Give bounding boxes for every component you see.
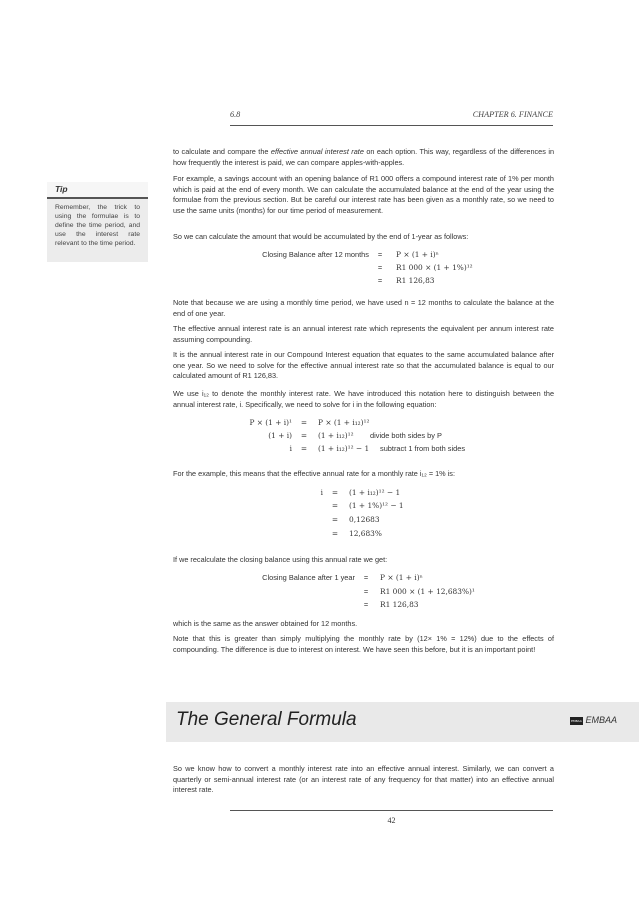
p7-text: We use i₁₂ to denote the monthly interest rate. We have introduced this notation here to distinguish between the annual interest rate, i. Specifically, we need to solve for i in the following equation: bbox=[173, 389, 554, 409]
eq2-rhs-3: (1 + i₁₂)¹² − 1 bbox=[318, 444, 370, 453]
p8-text: For the example, this means that the effective annual rate for a monthly rate i₁₂ = 1% is: bbox=[173, 469, 455, 478]
eq3-equals-3: = bbox=[331, 515, 339, 524]
eq1-rhs-1: P × (1 + i)ⁿ bbox=[396, 250, 439, 259]
p4-text: Note that because we are using a monthly time period, we have used n = 12 months to calculate the balance at the end of one year. bbox=[173, 298, 554, 318]
section-heading-band bbox=[166, 702, 639, 742]
tip-body: Remember, the trick to using the formulae is to define the time period, and use the interest rate relevant to the time period. bbox=[55, 204, 140, 248]
p1-text-a: to calculate and compare the bbox=[173, 147, 271, 156]
header-rule bbox=[230, 125, 553, 126]
running-header bbox=[230, 110, 553, 124]
section-title: The General Formula bbox=[176, 709, 357, 730]
paragraph-notation bbox=[173, 389, 554, 410]
paragraph-same-answer bbox=[173, 619, 554, 630]
paragraph-intro bbox=[173, 147, 554, 168]
p9-text: If we recalculate the closing balance using this annual rate we get: bbox=[173, 555, 388, 564]
equation-closing-balance-12-months bbox=[173, 250, 554, 290]
paragraph-calc-intro bbox=[173, 232, 554, 243]
paragraph-compound-equation bbox=[173, 350, 554, 382]
eq2-note-3: subtract 1 from both sides bbox=[380, 444, 466, 453]
paragraph-effective-rate-example bbox=[173, 469, 554, 480]
section-code-icon: EMBAA bbox=[571, 719, 582, 723]
p12-text: So we know how to convert a monthly interest rate into an effective annual interest. Similarly, we can convert a quarterly or semi-annual interest rate (or an interest rate of any frequency for that matter) into an effective annual interest rate. bbox=[173, 764, 554, 794]
footer-rule bbox=[230, 810, 553, 811]
eq2-lhs-1: P × (1 + i)¹ bbox=[249, 418, 292, 427]
eq2-rhs-2: (1 + i₁₂)¹² bbox=[318, 431, 354, 440]
eq3-rhs-2: (1 + 1%)¹² − 1 bbox=[349, 501, 404, 510]
eq3-rhs-1: (1 + i₁₂)¹² − 1 bbox=[349, 488, 401, 497]
eq3-equals-4: = bbox=[331, 529, 339, 538]
eq3-rhs-3: 0,12683 bbox=[349, 515, 380, 524]
header-chapter-title: CHAPTER 6. FINANCE bbox=[472, 110, 553, 119]
p5-text: The effective annual interest rate is an annual interest rate which represents the equivalent per annum interest rate assuming compounding. bbox=[173, 324, 554, 344]
eq2-note-2: divide both sides by P bbox=[370, 431, 442, 440]
eq2-equals-3: = bbox=[300, 444, 308, 453]
eq4-equals-3: = bbox=[363, 600, 369, 609]
eq4-rhs-3: R1 126,83 bbox=[380, 600, 419, 609]
paragraph-definition bbox=[173, 324, 554, 345]
paragraph-note-monthly bbox=[173, 298, 554, 319]
equation-effective-rate bbox=[173, 488, 554, 540]
page-number: 42 bbox=[387, 816, 396, 825]
equation-solve-for-i bbox=[173, 418, 554, 458]
p11-text: Note that this is greater than simply multiplying the monthly rate by (12× 1% = 12%) due to the effects of compounding. The difference is due to interest on interest. We have seen this before, but it is an important point! bbox=[173, 634, 554, 654]
eq2-rhs-1: P × (1 + i₁₂)¹² bbox=[318, 418, 370, 427]
p1-emphasis: effective annual interest rate bbox=[270, 147, 364, 156]
eq1-rhs-3: R1 126,83 bbox=[396, 276, 435, 285]
equation-closing-balance-1-year bbox=[173, 573, 554, 613]
p6-text: It is the annual interest rate in our Compound Interest equation that equates to the same accumulated balance after one year. So we need to solve for the effective annual interest rate so that the accumulated balance is equal to our calculated amount of R1 126,83. bbox=[173, 350, 554, 380]
eq2-equals-1: = bbox=[300, 418, 308, 427]
p3-text: So we can calculate the amount that would be accumulated by the end of 1-year as follows: bbox=[173, 232, 469, 241]
eq2-equals-2: = bbox=[300, 431, 308, 440]
p10-text: which is the same as the answer obtained for 12 months. bbox=[173, 619, 358, 628]
eq1-rhs-2: R1 000 × (1 + 1%)¹² bbox=[396, 263, 473, 272]
eq2-lhs-3: i bbox=[289, 444, 292, 453]
eq2-lhs-2: (1 + i) bbox=[268, 431, 292, 440]
eq3-lhs: i bbox=[320, 488, 323, 497]
tip-title: Tip bbox=[47, 182, 148, 199]
eq1-equals-2: = bbox=[377, 263, 383, 272]
eq4-rhs-1: P × (1 + i)ⁿ bbox=[380, 573, 423, 582]
eq1-lhs: Closing Balance after 12 months bbox=[262, 250, 369, 259]
eq1-equals-1: = bbox=[377, 250, 383, 259]
eq3-rhs-4: 12,683% bbox=[349, 529, 382, 538]
eq3-equals-1: = bbox=[331, 488, 339, 497]
eq4-lhs: Closing Balance after 1 year bbox=[262, 573, 355, 582]
p1-text-b: on each option. This way, regardless of the differences in how frequently the interest is paid, we can compare apples-with-apples. bbox=[173, 147, 555, 167]
section-code: EMBAA bbox=[585, 715, 617, 725]
paragraph-recalculate bbox=[173, 555, 554, 566]
eq4-equals-2: = bbox=[363, 587, 369, 596]
eq1-equals-3: = bbox=[377, 276, 383, 285]
eq3-equals-2: = bbox=[331, 501, 339, 510]
tip-box bbox=[47, 182, 148, 262]
paragraph-general-formula bbox=[173, 764, 554, 796]
p2-text: For example, a savings account with an opening balance of R1 000 offers a compound interest rate of 1% per month which is paid at the end of every month. We can calculate the accumulated balance at the end of the year using the formulae from the previous section. But be careful our interest rate has been given as a monthly rate, so we need to use the same units (months) for our time period of measurement. bbox=[173, 174, 554, 215]
eq4-equals-1: = bbox=[363, 573, 369, 582]
header-section-number: 6.8 bbox=[230, 110, 241, 119]
paragraph-compounding-note bbox=[173, 634, 554, 655]
paragraph-example bbox=[173, 174, 554, 216]
eq4-rhs-2: R1 000 × (1 + 12,683%)¹ bbox=[380, 587, 475, 596]
